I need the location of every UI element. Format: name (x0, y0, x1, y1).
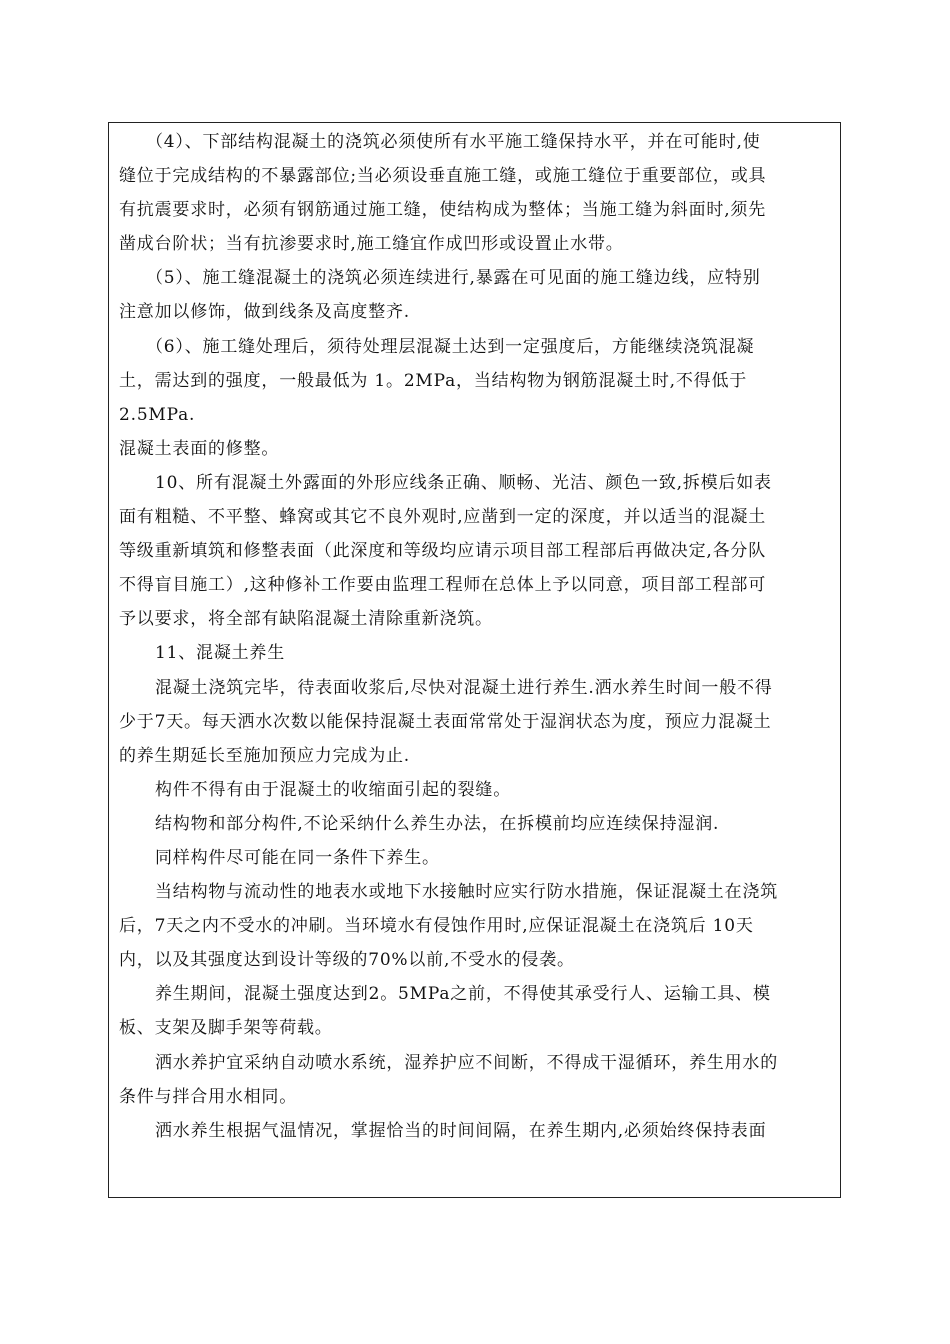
paragraph-line: 缝位于完成结构的不暴露部位;当必须设垂直施工缝，或施工缝位于重要部位，或具 (119, 166, 767, 187)
paragraph-line: 板、支架及脚手架等荷载。 (119, 1018, 333, 1039)
paragraph-line: （5）、施工缝混凝土的浇筑必须连续进行,暴露在可见面的施工缝边线，应特别 (146, 268, 761, 289)
paragraph-line: 洒水养护宜采纳自动喷水系统，湿养护应不间断，不得成干湿循环，养生用水的 (155, 1052, 778, 1073)
paragraph-line: 有抗震要求时，必须有钢筋通过施工缝，使结构成为整体；当施工缝为斜面时,须先 (119, 200, 767, 221)
paragraph-line: 当结构物与流动性的地表水或地下水接触时应实行防水措施，保证混凝土在浇筑 (155, 882, 778, 903)
section-heading: 11、混凝土养生 (155, 643, 286, 664)
document-frame (108, 122, 841, 1198)
paragraph-line: 等级重新填筑和修整表面（此深度和等级均应请示项目部工程部后再做决定,各分队 (119, 541, 767, 562)
section-heading: 混凝土表面的修整。 (119, 438, 280, 459)
paragraph-line: 土，需达到的强度，一般最低为 1。2MPa，当结构物为钢筋混凝土时,不得低于 (119, 370, 748, 391)
paragraph-line: 养生期间，混凝土强度达到2。5MPa之前，不得使其承受行人、运输工具、模 (155, 984, 771, 1005)
paragraph-line: 予以要求，将全部有缺陷混凝土清除重新浇筑。 (119, 609, 493, 630)
paragraph-line: 混凝土浇筑完毕，待表面收浆后,尽快对混凝土进行养生.洒水养生时间一般不得 (155, 677, 773, 698)
paragraph-line: 洒水养生根据气温情况，掌握恰当的时间间隔，在养生期内,必须始终保持表面 (155, 1120, 767, 1141)
paragraph-line: 内，以及其强度达到设计等级的70%以前,不受水的侵袭。 (119, 950, 575, 971)
paragraph-line: （6）、施工缝处理后，须待处理层混凝土达到一定强度后，方能继续浇筑混凝 (146, 336, 755, 357)
document-body (119, 125, 835, 1148)
paragraph-line: 2.5MPa. (119, 404, 196, 425)
paragraph-line: 不得盲目施工）,这种修补工作要由监理工程师在总体上予以同意，项目部工程部可 (119, 575, 767, 596)
paragraph-line: 后，7天之内不受水的冲刷。当环境水有侵蚀作用时,应保证混凝土在浇筑后 10天 (119, 916, 754, 937)
paragraph-line: 构件不得有由于混凝土的收缩面引起的裂缝。 (155, 779, 511, 800)
paragraph-line: （4）、下部结构混凝土的浇筑必须使所有水平施工缝保持水平，并在可能时,使 (146, 132, 761, 152)
paragraph-line: 同样构件尽可能在同一条件下养生。 (155, 847, 440, 868)
paragraph-line: 凿成台阶状；当有抗渗要求时,施工缝宜作成凹形或设置止水带。 (119, 234, 624, 255)
paragraph-line: 注意加以修饰，做到线条及高度整齐. (119, 302, 411, 323)
paragraph-line: 10、所有混凝土外露面的外形应线条正确、顺畅、光洁、颜色一致,拆模后如表 (155, 472, 772, 493)
paragraph-line: 条件与拌合用水相同。 (119, 1086, 297, 1107)
paragraph-line: 结构物和部分构件,不论采纳什么养生办法，在拆模前均应连续保持湿润. (155, 813, 720, 834)
paragraph-line: 的养生期延长至施加预应力完成为止. (119, 745, 411, 766)
paragraph-line: 少于7天。每天洒水次数以能保持混凝土表面常常处于湿润状态为度，预应力混凝土 (119, 711, 772, 732)
paragraph-line: 面有粗糙、不平整、蜂窝或其它不良外观时,应凿到一定的深度，并以适当的混凝土 (119, 507, 767, 528)
